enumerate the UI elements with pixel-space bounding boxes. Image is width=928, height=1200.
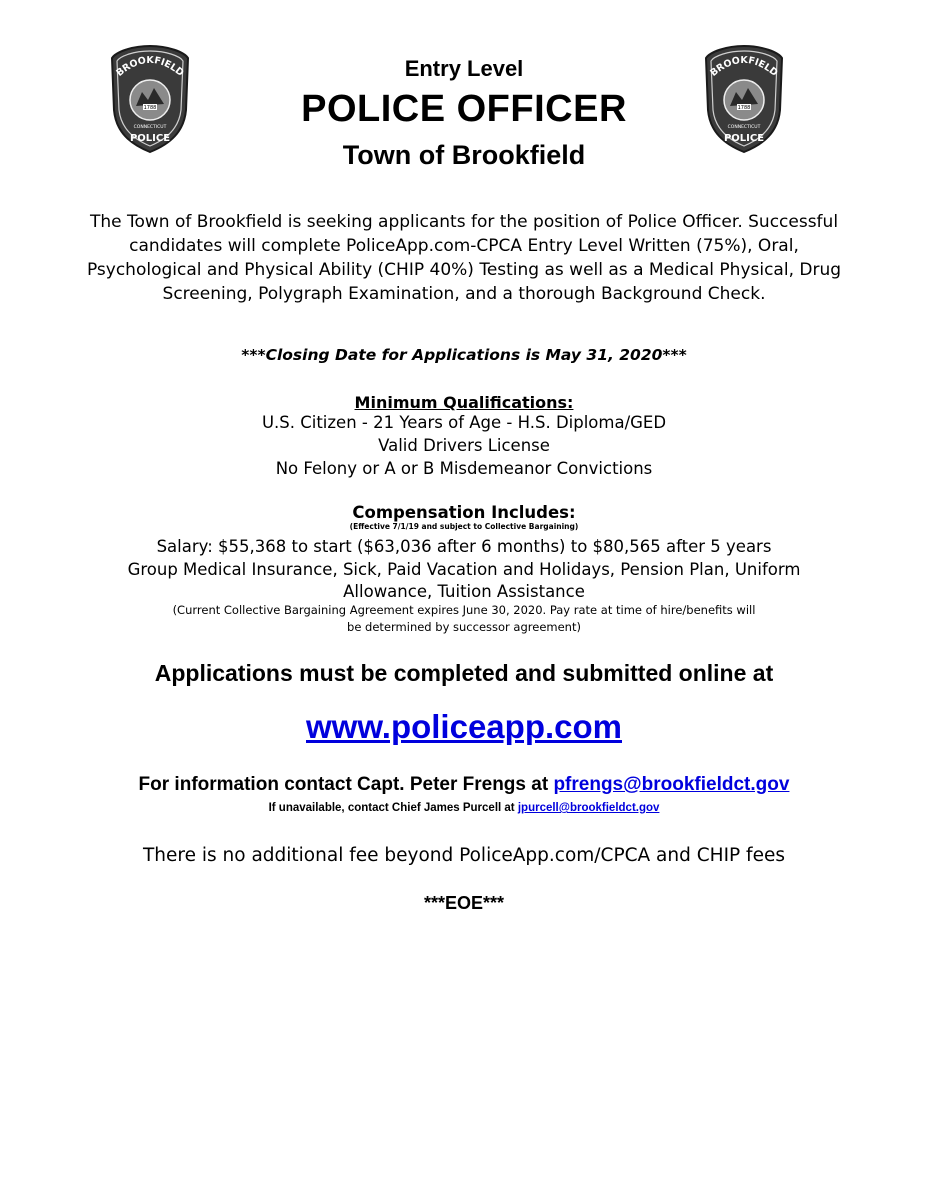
header-entry-level: Entry Level: [404, 56, 524, 81]
badge-top-text: BROOKFIELD: [708, 54, 780, 79]
header-town: Town of Brookfield: [342, 140, 586, 170]
cba-note: (Current Collective Bargaining Agreement expires June 30, 2020. Pay rate at time of hire/benefits will be determined by successor agreement): [172, 603, 756, 634]
secondary-email-link[interactable]: jpurcell@brookfieldct.gov: [517, 802, 660, 814]
primary-contact: [60, 774, 868, 796]
qualification-item: U.S. Citizen - 21 Years of Age - H.S. Diploma/GED: [261, 413, 667, 432]
badge-state: CONNECTICUT: [133, 125, 167, 130]
secondary-contact: [60, 802, 868, 814]
qualifications-heading: Minimum Qualifications:: [354, 393, 574, 412]
eoe-statement: ***EOE***: [423, 893, 505, 913]
badge-year: 1788: [143, 105, 157, 111]
benefits-line: Group Medical Insurance, Sick, Paid Vacation and Holidays, Pension Plan, Uniform Allowance, Tuition Assistance: [127, 560, 801, 601]
qualification-item: Valid Drivers License: [378, 436, 550, 455]
secondary-contact-text: If unavailable, contact Chief James Purcell at: [268, 802, 518, 814]
primary-email-link[interactable]: pfrengs@brookfieldct.gov: [553, 774, 790, 795]
badge-top-text: BROOKFIELD: [114, 54, 186, 79]
badge-year: 1788: [737, 105, 751, 111]
closing-date: ***Closing Date for Applications is May 31, 2020***: [241, 346, 687, 364]
salary-line: Salary: $55,368 to start ($63,036 after 6 months) to $80,565 after 5 years: [156, 537, 772, 556]
badge-bottom-text: POLICE: [129, 133, 171, 144]
qualification-item: No Felony or A or B Misdemeanor Convictions: [275, 459, 653, 478]
fee-note: There is no additional fee beyond PoliceApp.com/CPCA and CHIP fees: [143, 845, 785, 866]
compensation-note: (Effective 7/1/19 and subject to Collective Bargaining): [349, 522, 579, 531]
policeapp-link[interactable]: www.policeapp.com: [306, 708, 622, 745]
badge-bottom-text: POLICE: [723, 133, 765, 144]
badge-state: CONNECTICUT: [727, 125, 761, 130]
page-title: POLICE OFFICER: [301, 88, 627, 130]
apply-instruction: Applications must be completed and submitted online at: [154, 660, 774, 686]
intro-paragraph: The Town of Brookfield is seeking applicants for the position of Police Officer. Successful candidates will complete PoliceApp.com-CPCA Entry Level Written (75%), Oral, Psychological and Physical Ability (CHIP 40%) Testing as well as a Medical Physical, Drug Screening, Polygraph Examination, and a thorough Background Check.: [86, 212, 842, 304]
primary-contact-text: For information contact Capt. Peter Frengs at: [138, 774, 554, 795]
compensation-heading: Compensation Includes:: [352, 503, 576, 522]
